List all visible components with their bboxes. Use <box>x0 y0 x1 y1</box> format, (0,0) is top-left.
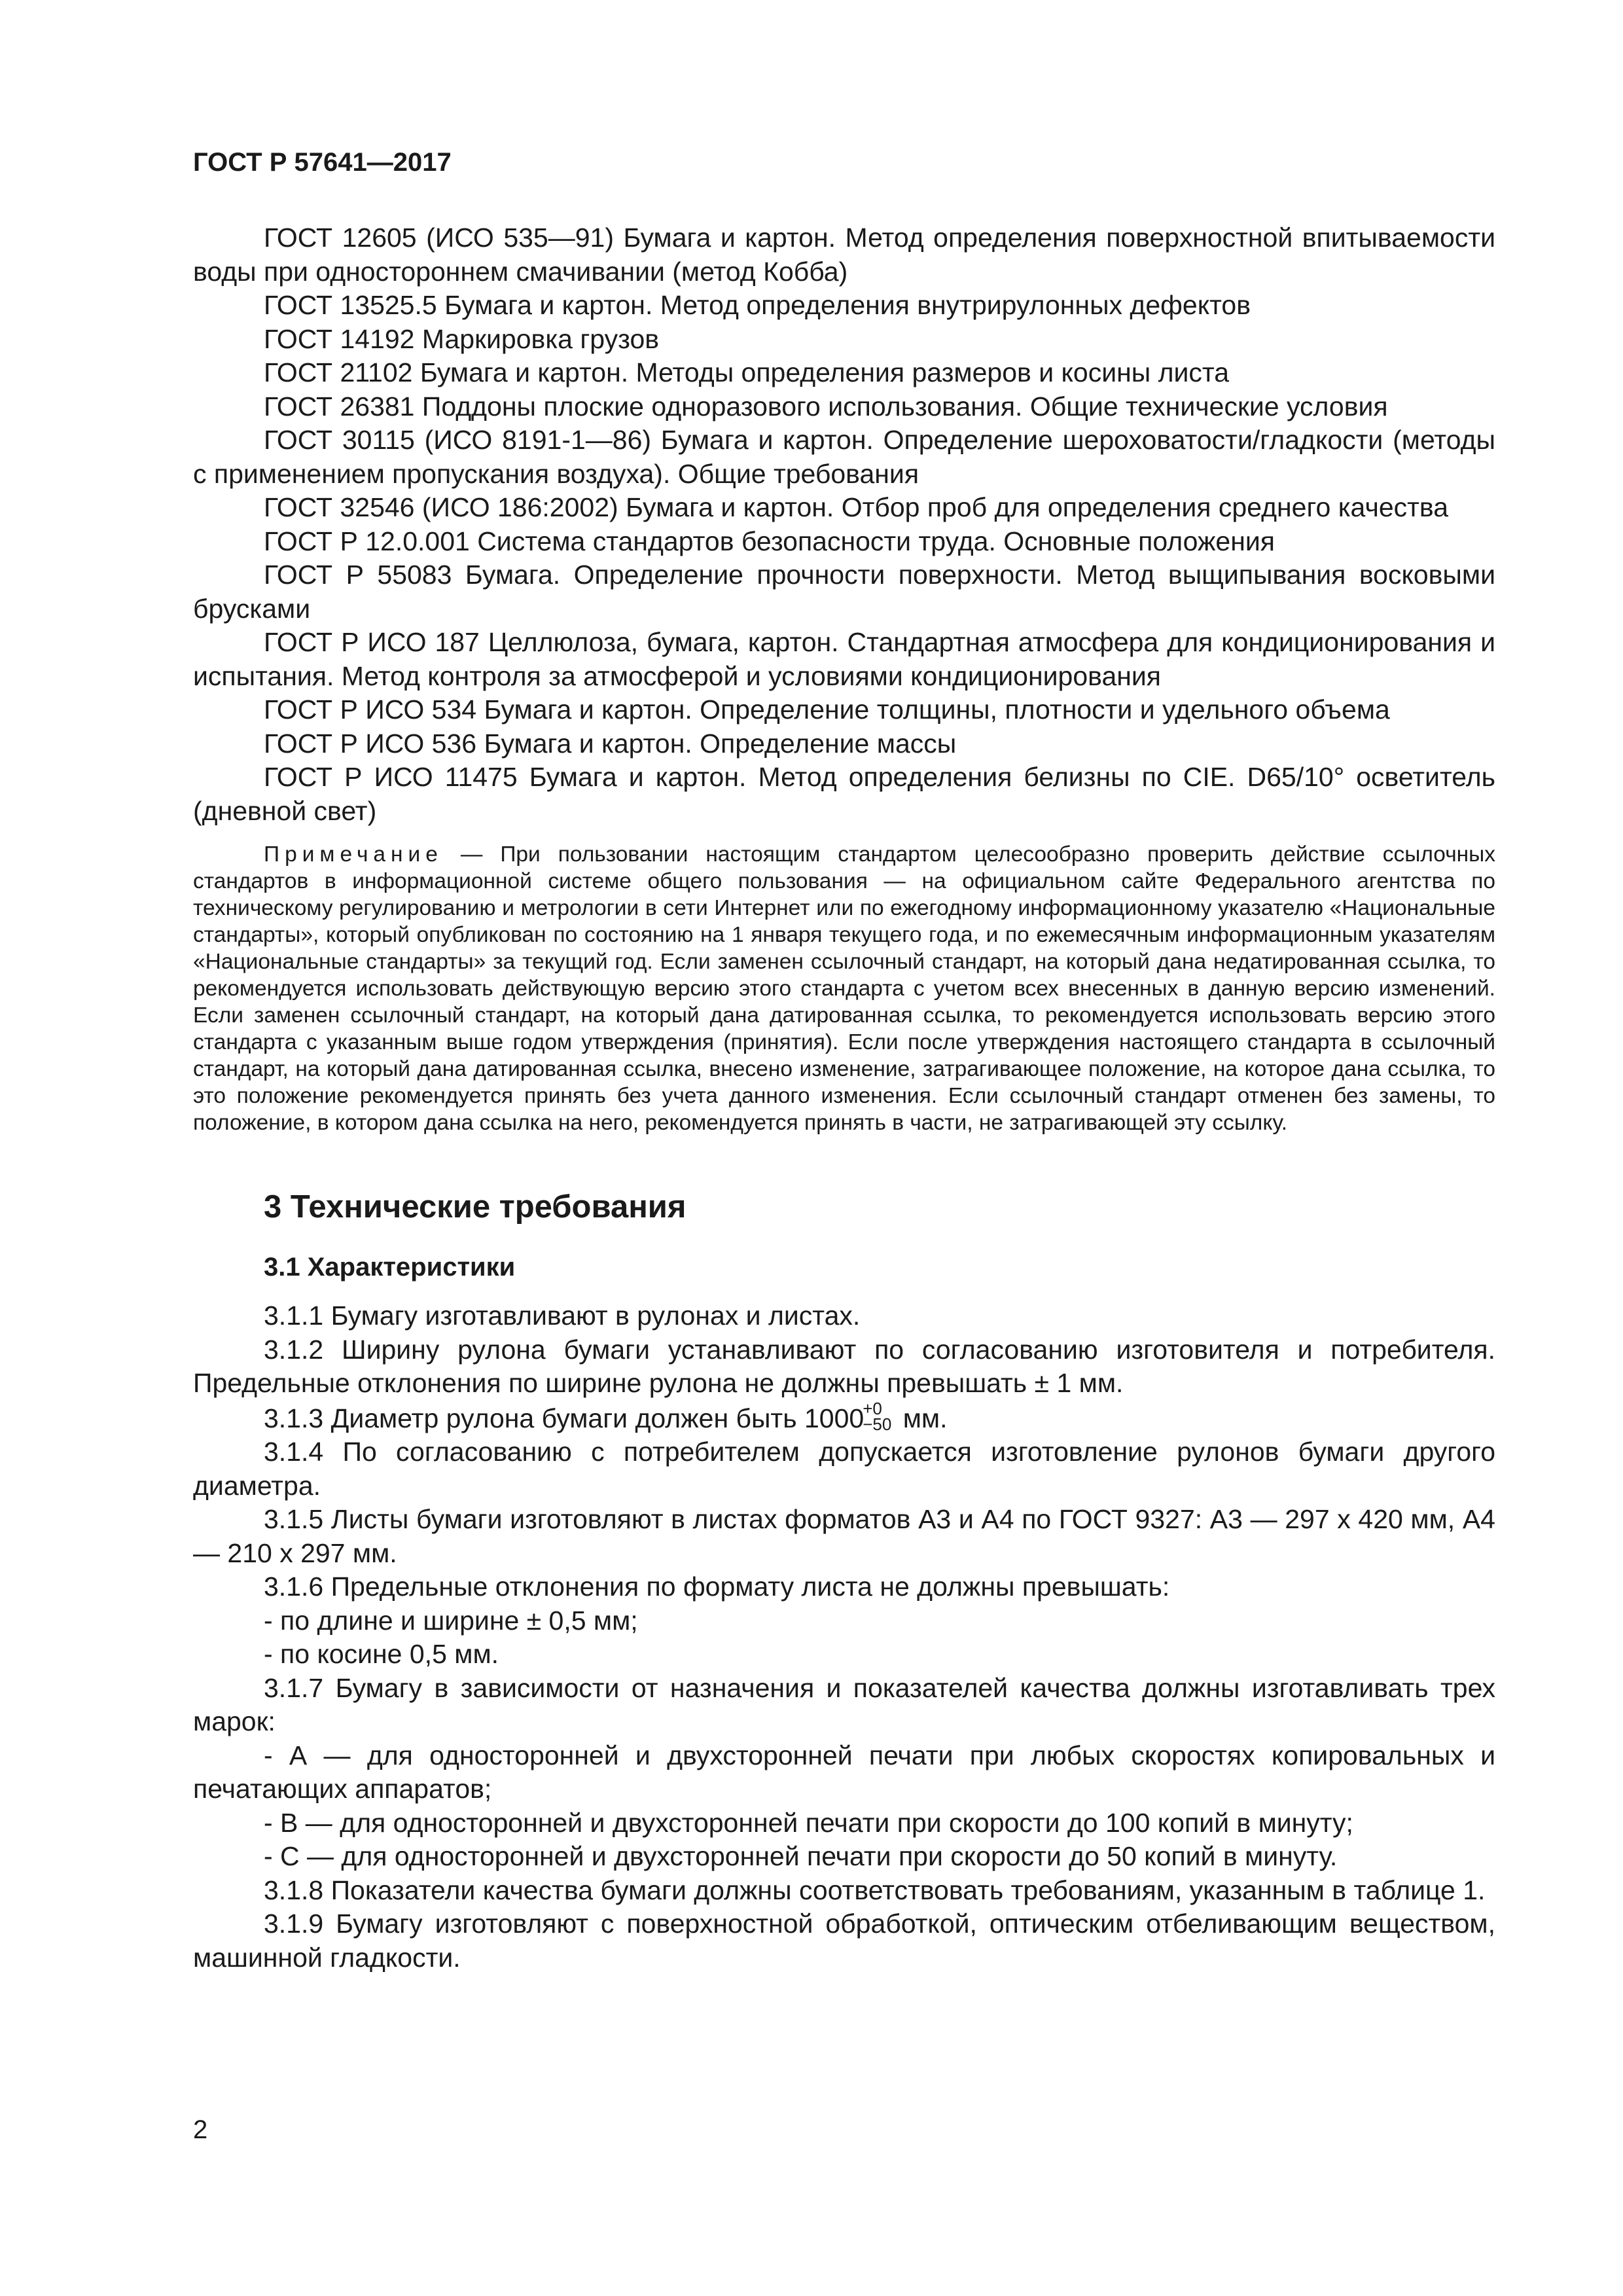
reference-gost-13525-5: ГОСТ 13525.5 Бумага и картон. Метод определения внутрирулонных дефектов <box>264 290 1251 320</box>
reference-gost-r-iso-187: ГОСТ Р ИСО 187 Целлюлоза, бумага, картон. Стандартная атмосфера для кондиционирования и испытания. Метод контроля за атмосферой и условиями кондиционирования <box>193 627 1495 691</box>
reference-gost-12605: ГОСТ 12605 (ИСО 535—91) Бумага и картон. Метод определения поверхностной впитываемости воды при одностороннем смачивании (метод Кобба) <box>193 223 1495 287</box>
clause-3-1-7-grade-c: - С — для односторонней и двухсторонней печати при скорости до 50 копий в минуту. <box>264 1841 1338 1872</box>
clause-3-1-1: 3.1.1 Бумагу изготавливают в рулонах и листах. <box>264 1300 861 1331</box>
clause-3-1-4: 3.1.4 По согласованию с потребителем допускается изготовление рулонов бумаги другого диаметра. <box>193 1437 1495 1501</box>
clause-3-1-5: 3.1.5 Листы бумаги изготовляют в листах форматов А3 и А4 по ГОСТ 9327: А3 — 297 х 420 мм, А4 — 210 х 297 мм. <box>193 1504 1495 1568</box>
reference-gost-r-iso-534: ГОСТ Р ИСО 534 Бумага и картон. Определение толщины, плотности и удельного объема <box>264 694 1390 725</box>
section-3-heading: 3 Технические требования <box>264 1189 687 1225</box>
clause-3-1-3-unit: мм. <box>895 1403 948 1433</box>
clause-3-1-6-item-length-width: - по длине и ширине ± 0,5 мм; <box>264 1605 638 1636</box>
note-text: — При пользовании настоящим стандартом целесообразно проверить действие ссылочных стандартов в информационной системе общего пользования — на официальном сайте Федерального агентства по техническому регулированию и метрологии в сети Интернет или по ежегодному информационному указателю «Национальные стандарты», который опубликован по состоянию на 1 января текущего года, и по ежемесячным информационным указателям «Национальные стандарты» за текущий год. Если заменен ссылочный стандарт, на который дана недатированная ссылка, то рекомендуется использовать действующую версию этого стандарта с учетом всех внесенных в данную версию изменений. Если заменен ссылочный стандарт, на который дана датированная ссылка, то рекомендуется использовать версию этого стандарта с указанным выше годом утверждения (принятия). Если после утверждения настоящего стандарта в ссылочный стандарт, на который дана датированная ссылка, внесено изменение, затрагивающее положение, на которое дана ссылка, то это положение рекомендуется принять без учета данного изменения. Если ссылочный стандарт отменен без замены, то положение, в котором дана ссылка на него, рекомендуется принять в части, не затрагивающей эту ссылку. <box>193 842 1495 1135</box>
clause-3-1-7: 3.1.7 Бумагу в зависимости от назначения и показателей качества должны изготавливать трех марок: <box>193 1672 1495 1737</box>
note-label: Примечание <box>264 842 443 867</box>
page-number: 2 <box>193 2115 208 2144</box>
tolerance-upper: +0 <box>863 1398 882 1418</box>
clause-3-1-7-grade-a: - А — для односторонней и двухсторонней печати при любых скоростях копировальных и печатающих аппаратов; <box>193 1740 1495 1804</box>
tolerance-lower: −50 <box>863 1414 892 1434</box>
normative-references-list <box>193 221 1495 828</box>
reference-gost-14192: ГОСТ 14192 Маркировка грузов <box>264 323 660 354</box>
clause-3-1-2: 3.1.2 Ширину рулона бумаги устанавливают по согласованию изготовителя и потребителя. Предельные отклонения по ширине рулона не должны превышать ± 1 мм. <box>193 1334 1495 1398</box>
clause-3-1-6-item-skew: - по косине 0,5 мм. <box>264 1639 499 1670</box>
diameter-tolerance <box>863 1398 892 1434</box>
clause-3-1-6: 3.1.6 Предельные отклонения по формату листа не должны превышать: <box>264 1571 1170 1602</box>
subsection-3-1-heading: 3.1 Характеристики <box>264 1253 516 1282</box>
reference-gost-30115: ГОСТ 30115 (ИСО 8191-1—86) Бумага и картон. Определение шероховатости/гладкости (методы с применением пропускания воздуха). Общие требования <box>193 425 1495 489</box>
clause-3-1-7-grade-b: - В — для односторонней и двухсторонней печати при скорости до 100 копий в минуту; <box>264 1807 1353 1838</box>
reference-gost-21102: ГОСТ 21102 Бумага и картон. Методы определения размеров и косины листа <box>264 357 1230 387</box>
reference-gost-26381: ГОСТ 26381 Поддоны плоские одноразового использования. Общие технические условия <box>264 391 1388 422</box>
clause-3-1-3-text: 3.1.3 Диаметр рулона бумаги должен быть 1000 <box>264 1403 865 1433</box>
reference-gost-r-iso-536: ГОСТ Р ИСО 536 Бумага и картон. Определение массы <box>264 728 957 759</box>
note-paragraph <box>193 841 1495 1136</box>
clause-3-1-8: 3.1.8 Показатели качества бумаги должны соответствовать требованиям, указанным в таблице 1. <box>264 1874 1486 1905</box>
page-content <box>193 221 1495 1975</box>
clause-3-1-3 <box>193 1398 1495 1436</box>
reference-gost-32546: ГОСТ 32546 (ИСО 186:2002) Бумага и картон. Отбор проб для определения среднего качества <box>264 492 1449 522</box>
reference-gost-r-55083: ГОСТ Р 55083 Бумага. Определение прочности поверхности. Метод выщипывания восковыми брусками <box>193 560 1495 624</box>
reference-gost-r-12-0-001: ГОСТ Р 12.0.001 Система стандартов безопасности труда. Основные положения <box>264 526 1275 556</box>
clause-3-1-9: 3.1.9 Бумагу изготовляют с поверхностной обработкой, оптическим отбеливающим веществом, машинной гладкости. <box>193 1909 1495 1973</box>
reference-gost-r-iso-11475: ГОСТ Р ИСО 11475 Бумага и картон. Метод определения белизны по CIE. D65/10° осветитель (дневной свет) <box>193 762 1495 826</box>
document-code-header: ГОСТ Р 57641—2017 <box>193 148 452 177</box>
